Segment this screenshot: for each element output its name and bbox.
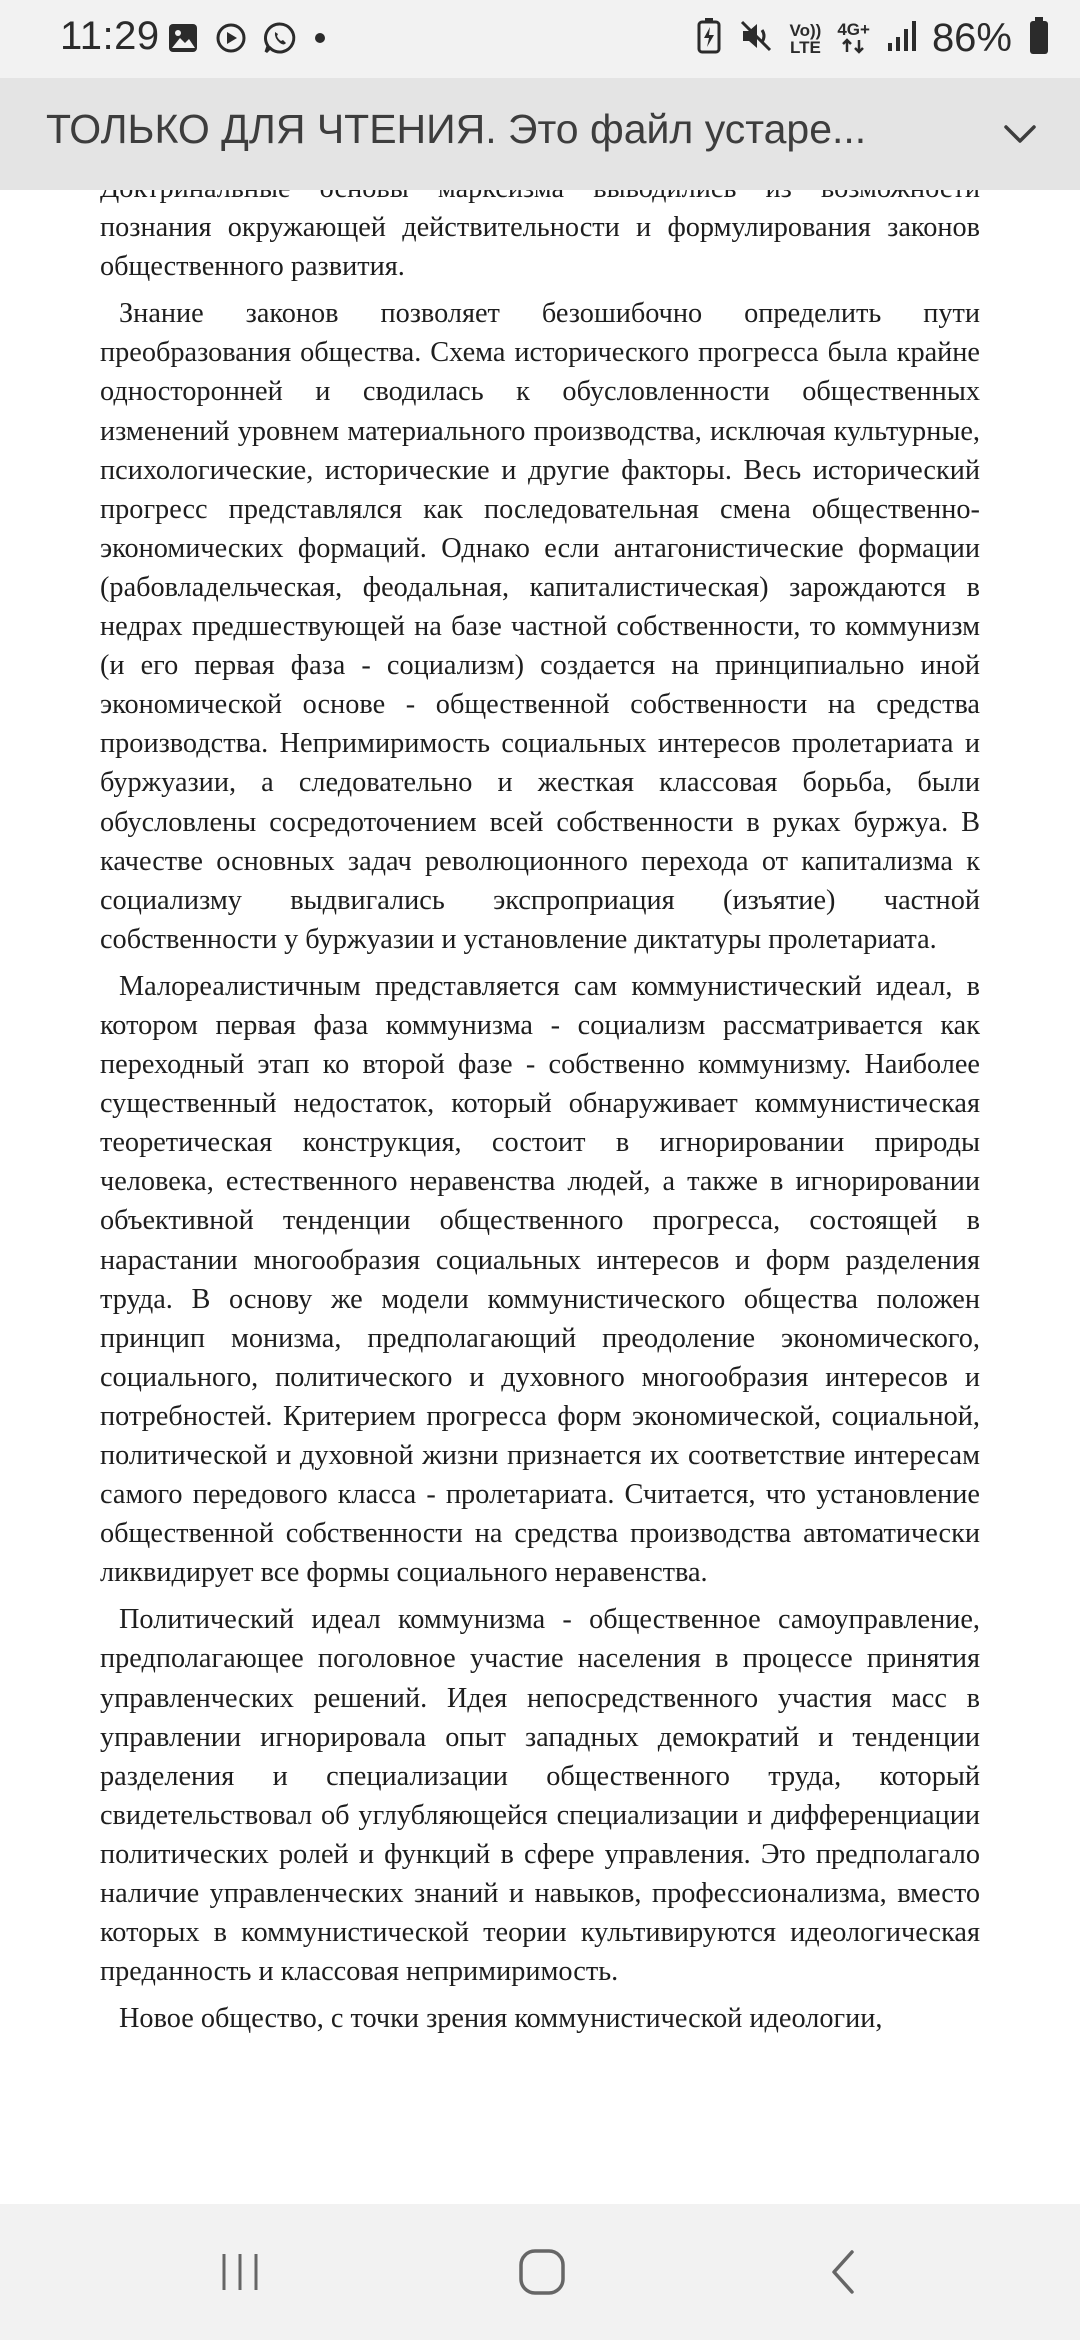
notification-dot-icon	[312, 30, 328, 51]
paragraph: Знание законов позволяет безошибочно определить пути преобразования общества. Схема исторического прогресса была крайне односторонней и сводилась к обусловленности общественных изменений уровнем материального производства, исключая культурные, психологические, исторические и другие факторы. Весь исторический прогресс представлялся как последовательная смена общественно-экономических формаций. Однако если антагонистические формации (рабовладельческая, феодальная, капиталистическая) зарождаются в недрах предшествующей на базе частной собственности, то коммунизм (и его первая фаза - социализм) создается на принципиально иной экономической основе - общественной собственности на средства производства. Непримиримость социальных интересов пролетариата и буржуазии, а следовательно и жесткая классовая борьба, были обусловлены сосредоточением всей собственности в руках буржуа. В качестве основных задач революционного перехода от капитализма к социализму выдвигались экспроприация (изъятие) частной собственности у буржуазии и установление диктатуры пролетариата.	[100, 298, 980, 955]
status-bar	[0, 0, 1080, 78]
status-right-icons	[696, 16, 1050, 61]
network-volte-top: Vo))	[789, 20, 822, 40]
readonly-banner[interactable]	[0, 78, 1080, 190]
network-type-label: 4G+	[837, 19, 870, 39]
network-volte-bottom: LTE	[790, 37, 821, 57]
network-volte	[790, 22, 822, 56]
back-icon[interactable]	[812, 2240, 876, 2304]
home-icon[interactable]	[510, 2240, 574, 2304]
paragraph: Политический идеал коммунизма - общественное самоуправление, предполагающее поголовное участие населения в процессе принятия управленческих решений. Идея непосредственного участия масс в управлении игнорировала опыт западных демократий и тенденции разделения и специализации общественного труда, который свидетельствовал об углубляющейся специализации и дифференциации политических ролей и функций в сфере управления. Это предполагало наличие управленческих знаний и навыков, профессионализма, вместо которых в коммунистической теории культивируются идеологическая преданность и классовая непримиримость.	[100, 1604, 980, 1988]
navigation-bar	[0, 2204, 1080, 2340]
paragraph: познания окружающей действительности и формулирования законов общественного развития.	[100, 212, 980, 283]
paragraph: Малореалистичным представляется сам коммунистический идеал, в котором первая фаза коммунизма - социализм рассматривается как переходный этап ко второй фазе - собственно коммунизму. Наиболее существенный недостаток, который обнаруживает коммунистическая теоретическая конструкция, состоит в игнорировании природы человека, естественного неравенства людей, а также в игнорировании объективной тенденции общественного прогресса, состоящей в нарастании многообразия социальных интересов и форм разделения труда. В основу же модели коммунистического общества положен принцип монизма, предполагающий преодоление экономического, социального, политического и духовного многообразия интересов и потребностей. Критерием прогресса форм экономической, социальной, политической и духовной жизни признается их соответствие интересам самого передового класса - пролетариата. Считается, что установление общественной собственности на средства производства автоматически ликвидирует все формы социального неравенства.	[100, 970, 980, 1589]
mute-icon	[738, 18, 774, 59]
battery-icon	[1028, 16, 1050, 61]
battery-saver-icon	[696, 17, 722, 60]
status-time: 11:29	[60, 14, 160, 58]
signal-icon	[886, 19, 916, 58]
document-view[interactable]	[0, 190, 1080, 2204]
gallery-icon	[166, 21, 200, 60]
whatsapp-icon	[262, 20, 298, 61]
chevron-down-icon[interactable]	[996, 110, 1044, 158]
battery-percent: 86%	[931, 16, 1012, 60]
document-text	[100, 169, 980, 2046]
paragraph: Новое общество, с точки зрения коммунистической идеологии,	[119, 2003, 883, 2035]
data-arrows-icon	[837, 38, 870, 57]
screen-recorder-icon	[214, 21, 248, 60]
readonly-banner-text: ТОЛЬКО ДЛЯ ЧТЕНИЯ. Это файл устаре...	[46, 106, 867, 152]
recent-apps-icon[interactable]	[208, 2240, 272, 2304]
status-left-icons	[166, 20, 328, 61]
network-type	[837, 21, 870, 57]
